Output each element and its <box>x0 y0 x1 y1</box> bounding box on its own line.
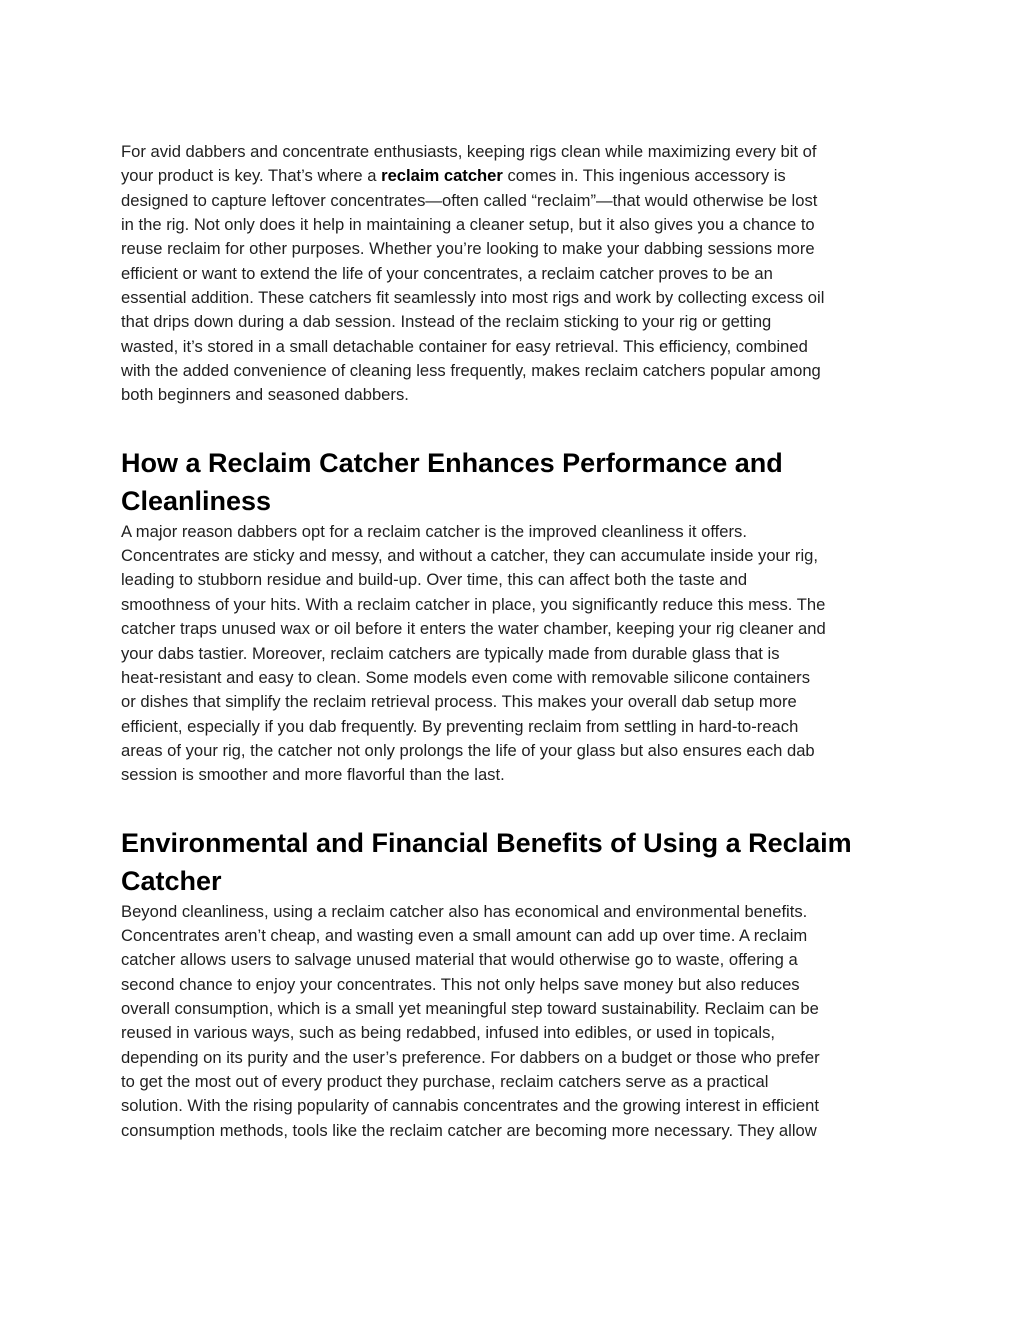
heading-line: How a Reclaim Catcher Enhances Performance and <box>121 447 783 478</box>
paragraph-line: designed to capture leftover concentrates—often called “reclaim”—that would otherwise be lost <box>121 190 818 210</box>
paragraph-line: catcher traps unused wax or oil before it enters the water chamber, keeping your rig cleaner and <box>121 619 826 639</box>
paragraph-line: Beyond cleanliness, using a reclaim catcher also has economical and environmental benefits. <box>121 901 808 921</box>
paragraph-line: your dabs tastier. Moreover, reclaim catchers are typically made from durable glass that is <box>121 643 780 663</box>
paragraph-line: overall consumption, which is a small yet meaningful step toward sustainability. Reclaim can be <box>121 998 819 1018</box>
heading-line: Catcher <box>121 865 222 896</box>
reclaim-catcher-keyword: reclaim catcher <box>381 166 503 186</box>
heading-line: Environmental and Financial Benefits of Using a Reclaim <box>121 827 852 858</box>
performance-paragraph <box>121 520 911 788</box>
paragraph-line: For avid dabbers and concentrate enthusiasts, keeping rigs clean while maximizing every bit of <box>121 142 817 161</box>
paragraph-line: reuse reclaim for other purposes. Whether you’re looking to make your dabbing sessions more <box>121 239 815 259</box>
paragraph-line: essential addition. These catchers fit seamlessly into most rigs and work by collecting excess oil <box>121 288 825 308</box>
benefits-paragraph <box>121 900 911 1143</box>
paragraph-line: session is smoother and more flavorful than the last. <box>121 765 505 785</box>
paragraph-line: efficient, especially if you dab frequently. By preventing reclaim from settling in hard-to-reach <box>121 716 799 736</box>
paragraph-line: second chance to enjoy your concentrates. This not only helps save money but also reduces <box>121 974 800 994</box>
paragraph-line <box>121 164 911 188</box>
paragraph-line: A major reason dabbers opt for a reclaim catcher is the improved cleanliness it offers. <box>121 521 747 541</box>
line-text: comes in. This ingenious accessory is <box>502 166 786 186</box>
paragraph-line: consumption methods, tools like the reclaim catcher are becoming more necessary. They allow <box>121 1120 817 1140</box>
paragraph-line: that drips down during a dab session. Instead of the reclaim sticking to your rig or getting <box>121 312 772 332</box>
line-text: your product is key. That’s where a <box>121 166 382 186</box>
paragraph-line: with the added convenience of cleaning less frequently, makes reclaim catchers popular among <box>121 361 821 381</box>
section-heading-benefits <box>121 824 911 900</box>
heading-line: Cleanliness <box>121 485 272 516</box>
paragraph-line: leading to stubborn residue and build-up. Over time, this can affect both the taste and <box>121 570 748 590</box>
paragraph-line: Concentrates are sticky and messy, and without a catcher, they can accumulate inside your rig, <box>121 546 818 566</box>
paragraph-line: catcher allows users to salvage unused material that would otherwise go to waste, offering a <box>121 950 798 970</box>
paragraph-line: efficient or want to extend the life of your concentrates, a reclaim catcher proves to be an <box>121 263 773 283</box>
paragraph-line: Concentrates aren’t cheap, and wasting even a small amount can add up over time. A reclaim <box>121 925 808 945</box>
paragraph-line: reused in various ways, such as being redabbed, infused into edibles, or used in topicals, <box>121 1023 776 1043</box>
paragraph-line: to get the most out of every product they purchase, reclaim catchers serve as a practical <box>121 1071 769 1091</box>
paragraph-line: areas of your rig, the catcher not only prolongs the life of your glass but also ensures each dab <box>121 740 815 760</box>
paragraph-line: both beginners and seasoned dabbers. <box>121 385 409 405</box>
paragraph-line: in the rig. Not only does it help in maintaining a cleaner setup, but it also gives you a chance to <box>121 215 815 235</box>
paragraph-line: wasted, it’s stored in a small detachable container for easy retrieval. This efficiency, combined <box>121 336 808 356</box>
paragraph-line: or dishes that simplify the reclaim retrieval process. This makes your overall dab setup more <box>121 692 797 712</box>
intro-paragraph <box>121 140 911 408</box>
paragraph-line: heat-resistant and easy to clean. Some models even come with removable silicone containers <box>121 667 810 687</box>
paragraph-line: smoothness of your hits. With a reclaim catcher in place, you significantly reduce this mess. The <box>121 594 826 614</box>
section-heading-performance <box>121 444 911 520</box>
document-page <box>121 140 911 1143</box>
paragraph-line: solution. With the rising popularity of cannabis concentrates and the growing interest in efficient <box>121 1096 819 1116</box>
paragraph-line: depending on its purity and the user’s preference. For dabbers on a budget or those who prefer <box>121 1047 820 1067</box>
